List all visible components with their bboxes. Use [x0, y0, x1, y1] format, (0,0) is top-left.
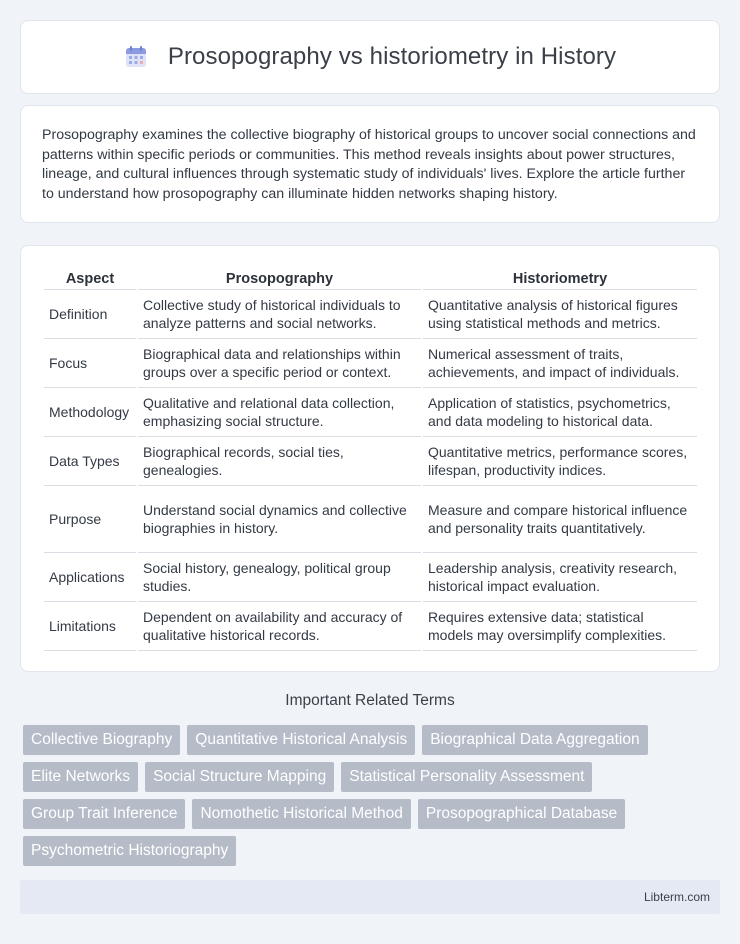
- historiometry-cell: Quantitative analysis of historical figures using statistical methods and metrics.: [423, 290, 697, 339]
- historiometry-cell: Quantitative metrics, performance scores, lifespan, productivity indices.: [423, 437, 697, 486]
- aspect-cell: Data Types: [44, 437, 136, 486]
- column-header-historiometry: Historiometry: [423, 266, 697, 290]
- table-row: [44, 339, 697, 388]
- prosopography-cell: Social history, genealogy, political group studies.: [138, 553, 421, 602]
- aspect-cell: Focus: [44, 339, 136, 388]
- historiometry-cell: Application of statistics, psychometrics, and data modeling to historical data.: [423, 388, 697, 437]
- related-term-tag[interactable]: Quantitative Historical Analysis: [187, 725, 415, 755]
- prosopography-cell: Collective study of historical individuals to analyze patterns and social networks.: [138, 290, 421, 339]
- intro-text: Prosopography examines the collective biography of historical groups to uncover social connections and patterns within specific periods or communities. This method reveals insights about power structures, lineage, and cultural influences through systematic study of individuals' lives. Explore the article further to understand how prosopography can illuminate hidden networks shaping history.: [42, 127, 696, 202]
- title-wrap: [124, 43, 616, 71]
- column-header-prosopography: Prosopography: [138, 266, 421, 290]
- prosopography-cell: Understand social dynamics and collective biographies in history.: [138, 486, 421, 553]
- aspect-cell: Limitations: [44, 602, 136, 651]
- calendar-icon: [124, 45, 148, 69]
- table-row: [44, 602, 697, 651]
- related-term-tag[interactable]: Biographical Data Aggregation: [422, 725, 647, 755]
- related-terms-list: [23, 725, 723, 866]
- related-term-tag[interactable]: Social Structure Mapping: [145, 762, 334, 792]
- related-term-tag[interactable]: Collective Biography: [23, 725, 180, 755]
- table-row: [44, 388, 697, 437]
- historiometry-cell: Numerical assessment of traits, achievements, and impact of individuals.: [423, 339, 697, 388]
- historiometry-cell: Measure and compare historical influence and personality traits quantitatively.: [423, 486, 697, 553]
- aspect-cell: Purpose: [44, 486, 136, 553]
- prosopography-cell: Biographical data and relationships within groups over a specific period or context.: [138, 339, 421, 388]
- page-title: Prosopography vs historiometry in History: [167, 43, 617, 70]
- table-row: [44, 486, 697, 553]
- related-term-tag[interactable]: Prosopographical Database: [418, 799, 625, 829]
- table-row: [44, 437, 697, 486]
- related-term-tag[interactable]: Nomothetic Historical Method: [192, 799, 410, 829]
- table-row: [44, 553, 697, 602]
- comparison-table: [42, 266, 699, 651]
- aspect-cell: Definition: [44, 290, 136, 339]
- prosopography-cell: Qualitative and relational data collection, emphasizing social structure.: [138, 388, 421, 437]
- related-term-tag[interactable]: Psychometric Historiography: [23, 836, 236, 866]
- prosopography-cell: Dependent on availability and accuracy of qualitative historical records.: [138, 602, 421, 651]
- prosopography-cell: Biographical records, social ties, genealogies.: [138, 437, 421, 486]
- related-term-tag[interactable]: Statistical Personality Assessment: [341, 762, 592, 792]
- intro-card: [20, 105, 720, 223]
- column-header-aspect: Aspect: [44, 266, 136, 290]
- related-term-tag[interactable]: Elite Networks: [23, 762, 138, 792]
- header-card: [20, 20, 720, 94]
- related-terms-heading: Important Related Terms: [285, 692, 455, 709]
- comparison-table-card: [20, 245, 720, 672]
- footer: [20, 880, 720, 914]
- table-row: [44, 290, 697, 339]
- related-term-tag[interactable]: Group Trait Inference: [23, 799, 185, 829]
- table-header-row: [44, 266, 697, 290]
- footer-site-link[interactable]: Libterm.com: [643, 890, 710, 904]
- historiometry-cell: Requires extensive data; statistical models may oversimplify complexities.: [423, 602, 697, 651]
- aspect-cell: Methodology: [44, 388, 136, 437]
- aspect-cell: Applications: [44, 553, 136, 602]
- historiometry-cell: Leadership analysis, creativity research, historical impact evaluation.: [423, 553, 697, 602]
